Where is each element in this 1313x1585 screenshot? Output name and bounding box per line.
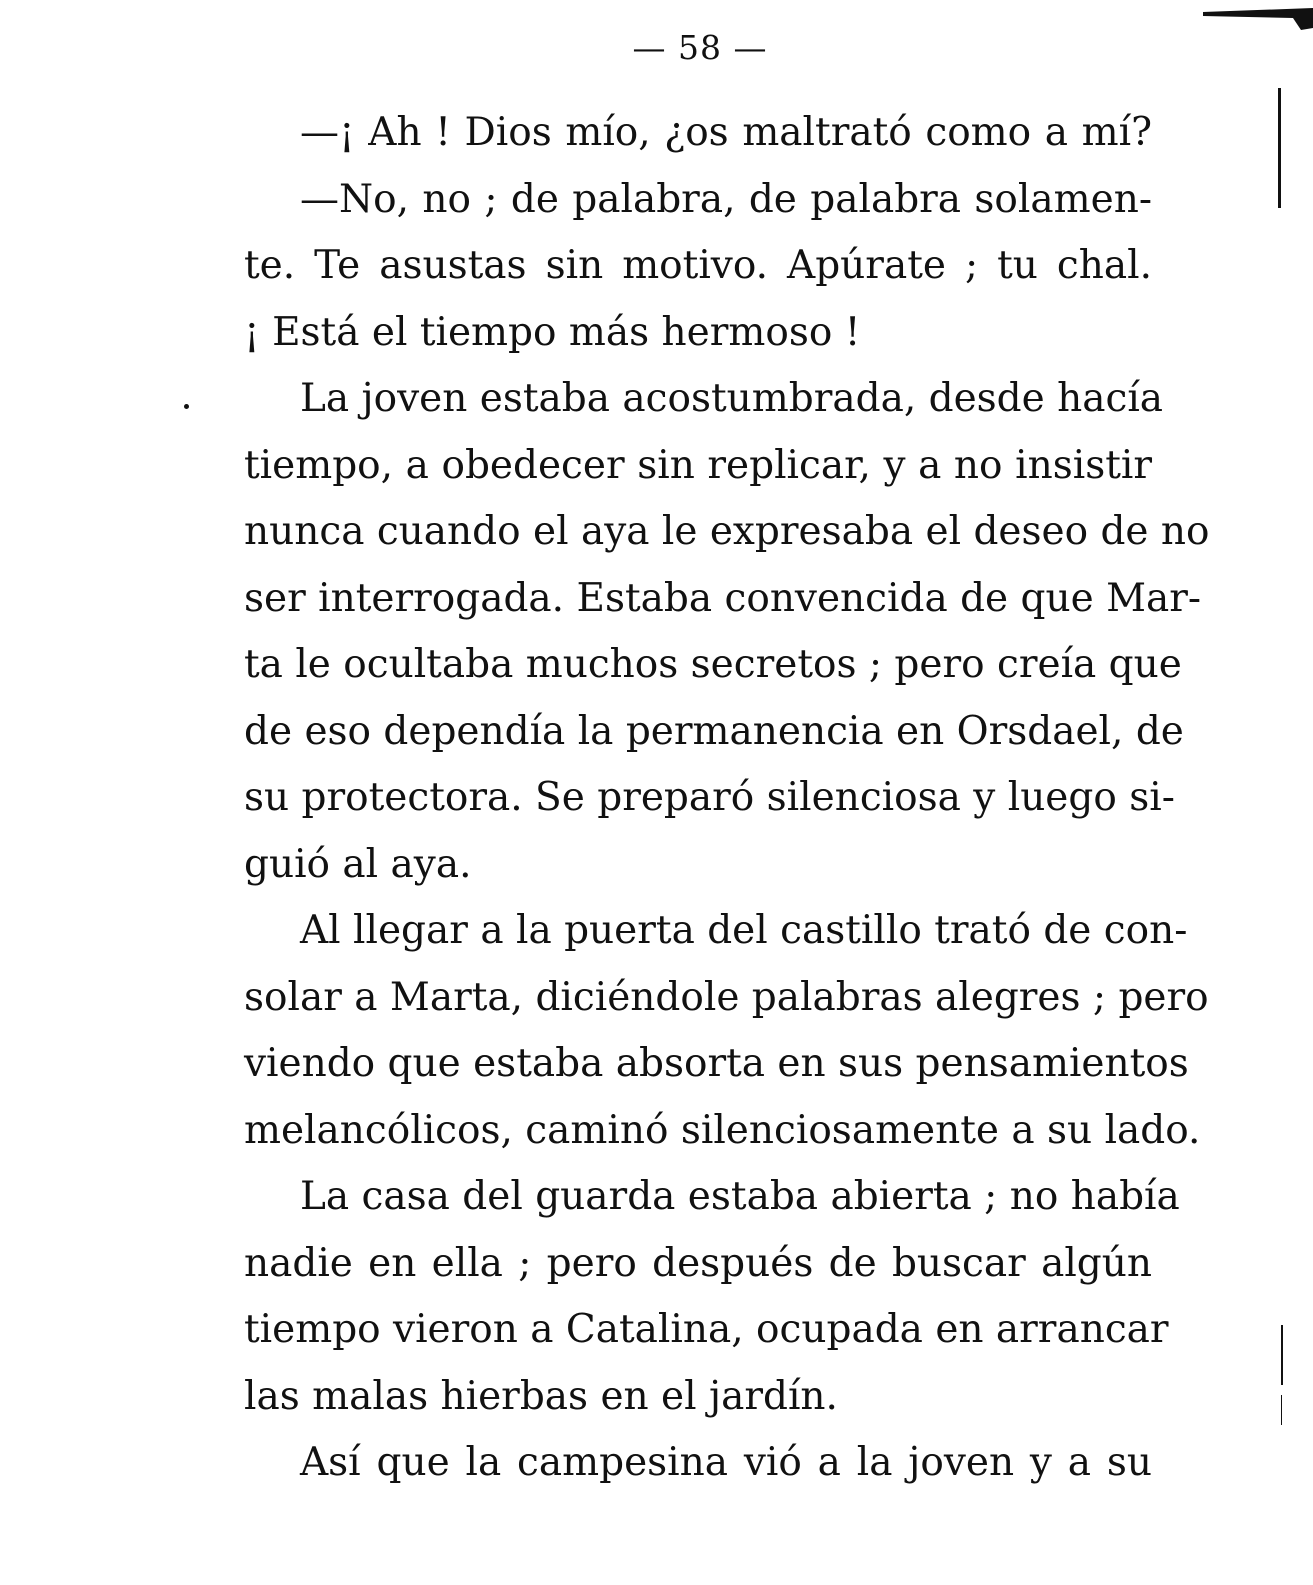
scan-edge-line xyxy=(1278,88,1281,208)
text-line: nadie en ella ; pero después de buscar algún xyxy=(244,1240,1152,1286)
page-number: — 58 — xyxy=(632,28,768,67)
text-line: ser interrogada. Estaba convencida de que Mar- xyxy=(244,575,1202,621)
text-line: ta le ocultaba muchos secretos ; pero creía que xyxy=(244,642,1182,687)
text-line: melancólicos, caminó silenciosamente a su lado. xyxy=(244,1107,1201,1153)
text-line: —¡ Ah ! Dios mío, ¿os maltrató como a mí? xyxy=(300,110,1152,155)
text-line: Al llegar a la puerta del castillo trató de con- xyxy=(300,908,1188,953)
scan-corner-mark xyxy=(1203,8,1313,30)
scan-edge-line xyxy=(1281,1325,1283,1385)
text-line: nunca cuando el aya le expresaba el deseo de no xyxy=(244,509,1210,554)
text-line: Así que la campesina vió a la joven y a su xyxy=(300,1440,1152,1485)
text-line: ¡ Está el tiempo más hermoso ! xyxy=(244,309,861,355)
body-text xyxy=(244,100,1210,1497)
text-line: —No, no ; de palabra, de palabra solamen- xyxy=(300,176,1152,222)
text-line: solar a Marta, diciéndole palabras alegres ; pero xyxy=(244,974,1209,1020)
text-line: su protectora. Se preparó silenciosa y luego si- xyxy=(244,775,1175,820)
text-line: viendo que estaba absorta en sus pensamientos xyxy=(244,1041,1189,1086)
text-line: de eso dependía la permanencia en Orsdael, de xyxy=(244,708,1184,754)
text-line: las malas hierbas en el jardín. xyxy=(244,1373,838,1419)
scan-edge-line xyxy=(1281,1395,1282,1425)
text-line: te. Te asustas sin motivo. Apúrate ; tu chal. xyxy=(244,243,1152,288)
text-line: La joven estaba acostumbrada, desde hacía xyxy=(300,376,1164,421)
scan-speck xyxy=(184,404,189,409)
text-line: tiempo, a obedecer sin replicar, y a no insistir xyxy=(244,442,1152,488)
text-line: guió al aya. xyxy=(244,841,472,887)
text-line: La casa del guarda estaba abierta ; no había xyxy=(300,1174,1180,1219)
text-line: tiempo vieron a Catalina, ocupada en arrancar xyxy=(244,1307,1169,1352)
